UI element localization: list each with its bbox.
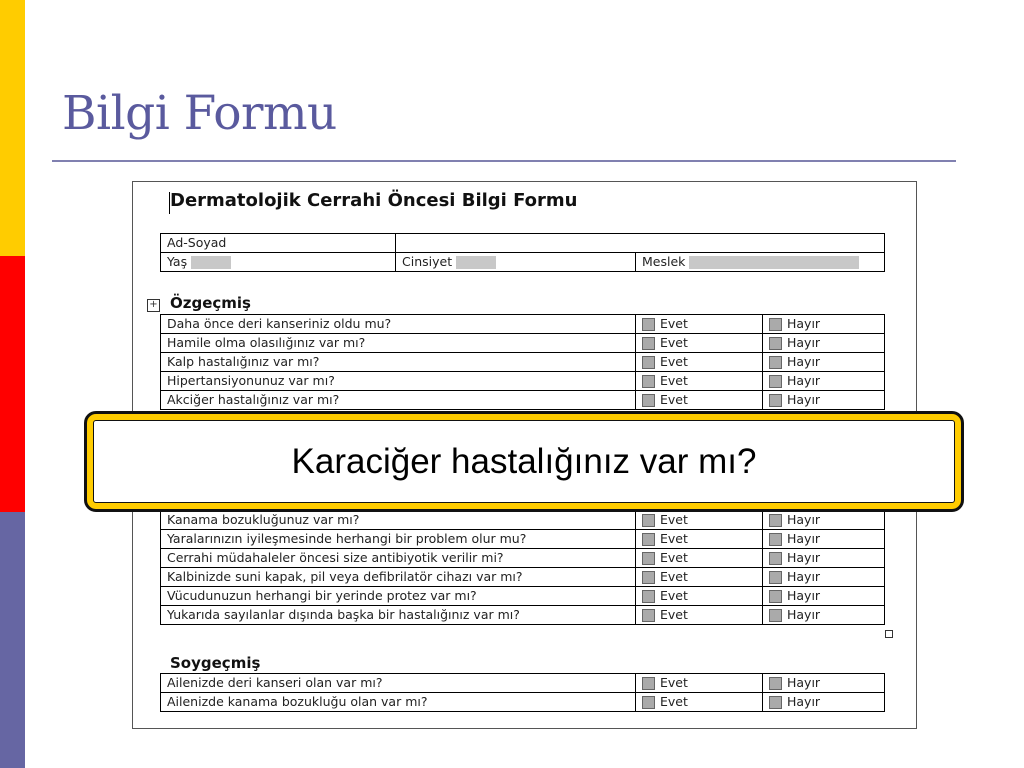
table-resize-handle[interactable]: [885, 630, 893, 638]
no-option[interactable]: [763, 587, 885, 606]
no-checkbox[interactable]: [769, 394, 782, 407]
question-text: Yaralarınızın iyileşmesinde herhangi bir problem olur mu?: [161, 530, 636, 549]
yes-label: Evet: [660, 675, 688, 690]
age-label: Yaş: [167, 254, 188, 269]
no-label: Hayır: [787, 316, 821, 331]
yes-option[interactable]: [636, 315, 763, 334]
yes-option[interactable]: [636, 353, 763, 372]
question-row: [161, 511, 885, 530]
no-label: Hayır: [787, 550, 821, 565]
yes-label: Evet: [660, 512, 688, 527]
no-label: Hayır: [787, 588, 821, 603]
yes-option[interactable]: [636, 530, 763, 549]
question-row: [161, 693, 885, 712]
question-row: [161, 587, 885, 606]
yes-checkbox[interactable]: [642, 514, 655, 527]
yes-checkbox[interactable]: [642, 318, 655, 331]
no-option[interactable]: [763, 334, 885, 353]
question-row: [161, 315, 885, 334]
callout-text: Karaciğer hastalığınız var mı?: [93, 420, 955, 503]
form-title: Dermatolojik Cerrahi Öncesi Bilgi Formu: [170, 190, 578, 211]
no-option[interactable]: [763, 549, 885, 568]
yes-label: Evet: [660, 316, 688, 331]
yes-checkbox[interactable]: [642, 590, 655, 603]
no-checkbox[interactable]: [769, 552, 782, 565]
yes-label: Evet: [660, 569, 688, 584]
no-label: Hayır: [787, 512, 821, 527]
job-cell: [636, 253, 885, 272]
history-table-top: [160, 314, 885, 410]
yes-checkbox[interactable]: [642, 356, 655, 369]
question-row: [161, 568, 885, 587]
no-label: Hayır: [787, 694, 821, 709]
no-label: Hayır: [787, 354, 821, 369]
table-move-handle-icon[interactable]: +: [147, 299, 160, 312]
no-label: Hayır: [787, 607, 821, 622]
history-title: Özgeçmiş: [170, 294, 251, 312]
yes-checkbox[interactable]: [642, 394, 655, 407]
yes-checkbox[interactable]: [642, 533, 655, 546]
no-checkbox[interactable]: [769, 356, 782, 369]
family-table: [160, 673, 885, 712]
no-checkbox[interactable]: [769, 571, 782, 584]
family-title: Soygeçmiş: [170, 654, 261, 672]
no-option[interactable]: [763, 511, 885, 530]
no-checkbox[interactable]: [769, 514, 782, 527]
name-label: Ad-Soyad: [161, 234, 396, 253]
no-option[interactable]: [763, 693, 885, 712]
age-field[interactable]: [191, 256, 231, 269]
question-row: [161, 353, 885, 372]
yes-checkbox[interactable]: [642, 375, 655, 388]
job-field[interactable]: [689, 256, 859, 269]
no-option[interactable]: [763, 391, 885, 410]
question-text: Kalbinizde suni kapak, pil veya defibrilatör cihazı var mı?: [161, 568, 636, 587]
question-row: [161, 606, 885, 625]
question-row: [161, 334, 885, 353]
question-text: Hipertansiyonunuz var mı?: [161, 372, 636, 391]
question-text: Vücudunuzun herhangi bir yerinde protez var mı?: [161, 587, 636, 606]
job-label: Meslek: [642, 254, 686, 269]
question-row: [161, 674, 885, 693]
question-text: Daha önce deri kanseriniz oldu mu?: [161, 315, 636, 334]
no-checkbox[interactable]: [769, 677, 782, 690]
yes-option[interactable]: [636, 693, 763, 712]
stripe-yellow: [0, 0, 25, 256]
no-checkbox[interactable]: [769, 375, 782, 388]
no-option[interactable]: [763, 353, 885, 372]
yes-label: Evet: [660, 607, 688, 622]
no-label: Hayır: [787, 675, 821, 690]
no-checkbox[interactable]: [769, 318, 782, 331]
no-checkbox[interactable]: [769, 696, 782, 709]
no-checkbox[interactable]: [769, 337, 782, 350]
no-label: Hayır: [787, 335, 821, 350]
no-label: Hayır: [787, 531, 821, 546]
yes-option[interactable]: [636, 674, 763, 693]
no-option[interactable]: [763, 372, 885, 391]
question-row: [161, 391, 885, 410]
question-text: Kalp hastalığınız var mı?: [161, 353, 636, 372]
yes-label: Evet: [660, 335, 688, 350]
question-text: Yukarıda sayılanlar dışında başka bir hastalığınız var mı?: [161, 606, 636, 625]
yes-option[interactable]: [636, 372, 763, 391]
yes-label: Evet: [660, 392, 688, 407]
slide-title: Bilgi Formu: [62, 86, 337, 141]
yes-checkbox[interactable]: [642, 571, 655, 584]
title-divider: [52, 160, 956, 162]
question-text: Ailenizde kanama bozukluğu olan var mı?: [161, 693, 636, 712]
yes-option[interactable]: [636, 391, 763, 410]
yes-checkbox[interactable]: [642, 337, 655, 350]
question-text: Ailenizde deri kanseri olan var mı?: [161, 674, 636, 693]
question-row: [161, 530, 885, 549]
personal-info-table: [160, 233, 885, 272]
yes-checkbox[interactable]: [642, 609, 655, 622]
no-label: Hayır: [787, 392, 821, 407]
stripe-red: [0, 256, 25, 512]
yes-label: Evet: [660, 588, 688, 603]
question-text: Cerrahi müdahaleler öncesi size antibiyotik verilir mi?: [161, 549, 636, 568]
age-cell: [161, 253, 396, 272]
yes-label: Evet: [660, 694, 688, 709]
question-text: Hamile olma olasılığınız var mı?: [161, 334, 636, 353]
yes-option[interactable]: [636, 606, 763, 625]
no-checkbox[interactable]: [769, 590, 782, 603]
history-table-bottom: [160, 510, 885, 625]
gender-cell: [396, 253, 636, 272]
yes-option[interactable]: [636, 334, 763, 353]
no-label: Hayır: [787, 373, 821, 388]
yes-label: Evet: [660, 550, 688, 565]
yes-option[interactable]: [636, 511, 763, 530]
yes-checkbox[interactable]: [642, 677, 655, 690]
yes-option[interactable]: [636, 568, 763, 587]
question-row: [161, 549, 885, 568]
yes-option[interactable]: [636, 549, 763, 568]
no-checkbox[interactable]: [769, 533, 782, 546]
gender-label: Cinsiyet: [402, 254, 453, 269]
no-option[interactable]: [763, 606, 885, 625]
yes-label: Evet: [660, 373, 688, 388]
question-text: Kanama bozukluğunuz var mı?: [161, 511, 636, 530]
no-label: Hayır: [787, 569, 821, 584]
no-option[interactable]: [763, 315, 885, 334]
yes-label: Evet: [660, 354, 688, 369]
yes-checkbox[interactable]: [642, 552, 655, 565]
gender-field[interactable]: [456, 256, 496, 269]
no-option[interactable]: [763, 674, 885, 693]
name-field[interactable]: [396, 234, 885, 253]
callout-box: [84, 411, 964, 512]
question-row: [161, 372, 885, 391]
yes-label: Evet: [660, 531, 688, 546]
no-option[interactable]: [763, 530, 885, 549]
yes-checkbox[interactable]: [642, 696, 655, 709]
no-option[interactable]: [763, 568, 885, 587]
no-checkbox[interactable]: [769, 609, 782, 622]
stripe-purple: [0, 512, 25, 768]
yes-option[interactable]: [636, 587, 763, 606]
question-text: Akciğer hastalığınız var mı?: [161, 391, 636, 410]
